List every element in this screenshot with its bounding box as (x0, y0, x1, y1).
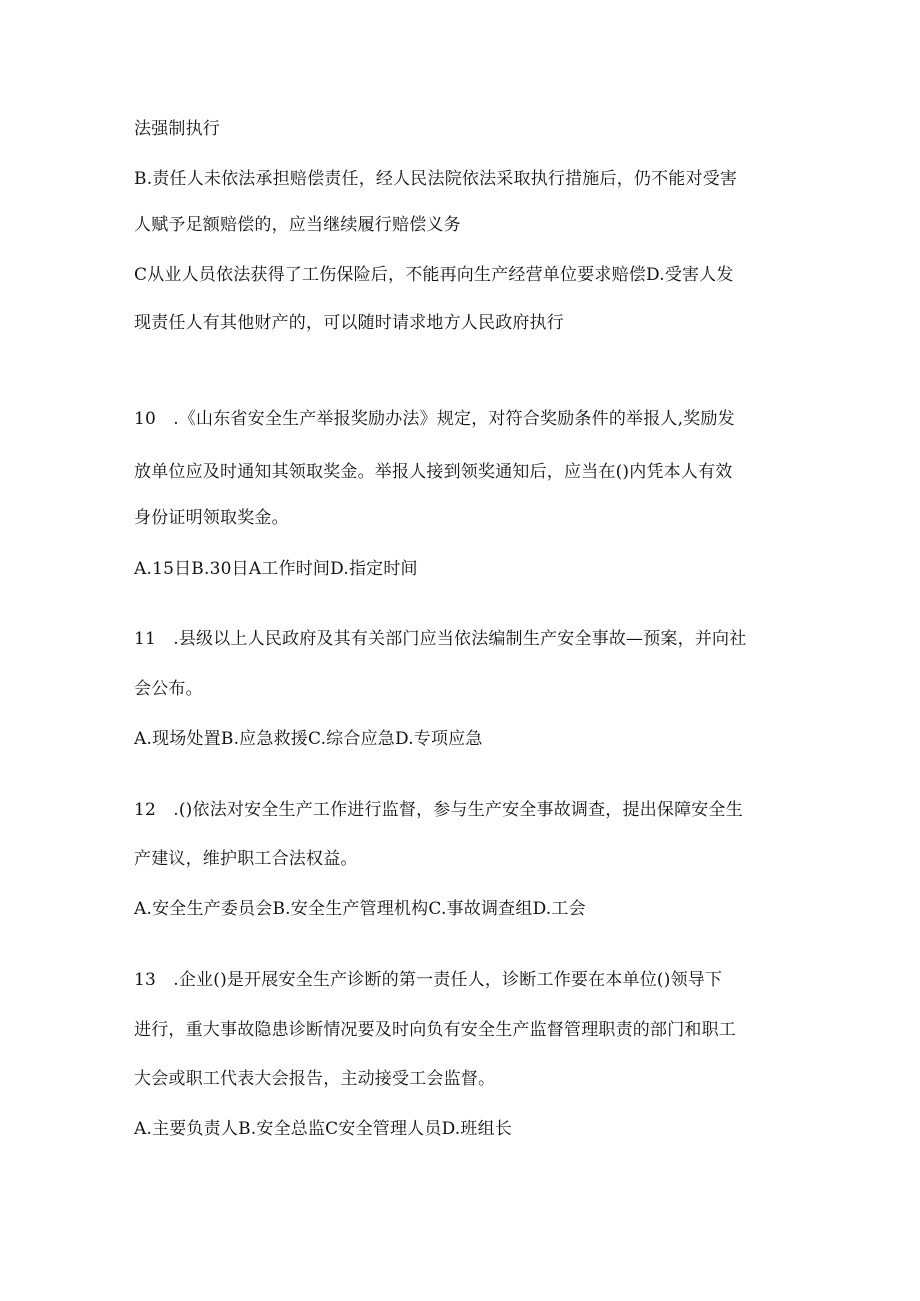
question-12-line-2: 产建议，维护职工合法权益。 (134, 849, 358, 869)
text-line-prev-question-tail: 法强制执行 (134, 119, 220, 139)
question-10-line-3: 身份证明领取奖金。 (134, 508, 289, 528)
question-10-options: A.15日B.30日A工作时间D.指定时间 (134, 559, 418, 579)
text-line-option-b-2: 人赋予足额赔偿的，应当继续履行赔偿义务 (134, 215, 461, 235)
text-line-options-c-d-1: C从业人员依法获得了工伤保险后，不能再向生产经营单位要求赔偿D.受害人发 (134, 265, 734, 285)
text-line-options-c-d-2: 现责任人有其他财产的，可以随时请求地方人民政府执行 (134, 313, 564, 333)
question-13-line-3: 大会或职工代表大会报告，主动接受工会监督。 (134, 1069, 496, 1089)
question-12-line-1: 12 .()依法对安全生产工作进行监督，参与生产安全事故调查，提出保障安全生 (134, 800, 743, 820)
question-11-line-1: 11 .县级以上人民政府及其有关部门应当依法编制生产安全事故—预案，并向社 (134, 629, 747, 649)
question-13-line-1: 13 .企业()是开展安全生产诊断的第一责任人，诊断工作要在本单位()领导下 (134, 970, 723, 990)
text-line-option-b-1: B.责任人未依法承担赔偿责任，经人民法院依法采取执行措施后，仍不能对受害 (134, 169, 738, 189)
question-10-line-1: 10 .《山东省安全生产举报奖励办法》规定，对符合奖励条件的举报人,奖励发 (134, 409, 735, 429)
question-13-options: A.主要负责人B.安全总监C安全管理人员D.班组长 (134, 1119, 513, 1139)
question-11-options: A.现场处置B.应急救援C.综合应急D.专项应急 (134, 729, 483, 749)
question-11-line-2: 会公布。 (134, 679, 203, 699)
question-12-options: A.安全生产委员会B.安全生产管理机构C.事故调查组D.工会 (134, 899, 586, 919)
question-10-line-2: 放单位应及时通知其领取奖金。举报人接到领奖通知后，应当在()内凭本人有效 (134, 462, 733, 482)
question-13-line-2: 进行，重大事故隐患诊断情况要及时向负有安全生产监督管理职责的部门和职工 (134, 1020, 736, 1040)
